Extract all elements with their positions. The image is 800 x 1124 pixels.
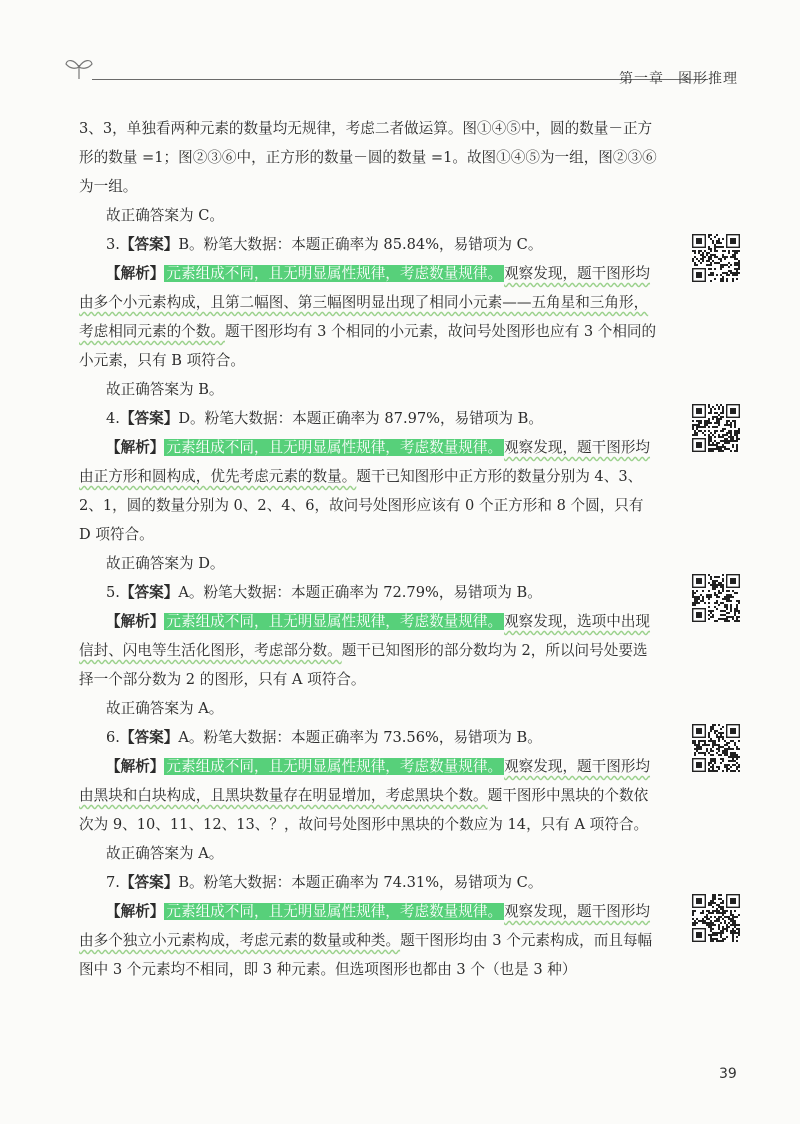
sprout-icon xyxy=(64,55,94,81)
q4-analysis-tag: 【解析】 xyxy=(106,439,165,456)
qr-code-icon[interactable] xyxy=(692,404,740,452)
q6-number: 6. xyxy=(106,729,120,746)
q4-analysis xyxy=(79,433,659,549)
q7-answer-tag: 【答案】 xyxy=(119,874,179,891)
q7-rest: 题干图形均由 3 个元素构成，而且每幅图中 3 个元素均不相同，即 3 种元素。但选项图形也都由 3 个（也是 3 种） xyxy=(79,932,653,978)
q5-conclusion: 故正确答案为 A。 xyxy=(106,700,224,717)
q4-answer xyxy=(79,404,659,433)
page-header xyxy=(0,0,800,100)
paragraph-continued: 3、3，单独看两种元素的数量均无规律，考虑二者做运算。图①④⑤中，圆的数量－正方形的数量 =1；图②③⑥中，正方形的数量－圆的数量 =1。故图①④⑤为一组，图②③⑥为一组。 xyxy=(79,120,657,195)
conclusion-prev: 故正确答案为 C。 xyxy=(106,207,224,224)
q3-answer-tag: 【答案】 xyxy=(119,236,179,253)
page-number: 39 xyxy=(719,1066,737,1082)
chapter-heading xyxy=(605,68,738,88)
qr-code-icon[interactable] xyxy=(692,234,740,282)
q5-number: 5. xyxy=(106,584,120,601)
q6-answer-tag: 【答案】 xyxy=(119,729,179,746)
q5-underlined: 观察发现，选项中出现信封、闪电等生活化图形，考虑部分数。 xyxy=(79,613,651,659)
q3-underlined: 观察发现，题干图形均由多个小元素构成，且第二幅图、第三幅图明显出现了相同小元素——五角星和三角形，考虑相同元素的个数。 xyxy=(79,265,651,340)
q3-answer xyxy=(79,230,659,259)
q6-answer-text: A。粉笔大数据：本题正确率为 73.56%，易错项为 B。 xyxy=(178,729,542,746)
q4-highlight: 元素组成不同，且无明显属性规律，考虑数量规律。 xyxy=(166,439,503,456)
q3-highlight: 元素组成不同，且无明显属性规律，考虑数量规律。 xyxy=(166,265,503,282)
q3-analysis xyxy=(79,259,659,375)
chapter-title: 图形推理 xyxy=(678,71,738,87)
q5-analysis xyxy=(79,607,659,694)
q6-rest: 题干图形中黑块的个数依次为 9、10、11、12、13、？，故问号处图形中黑块的个数应为 14，只有 A 项符合。 xyxy=(79,787,649,833)
q4-answer-text: D。粉笔大数据：本题正确率为 87.97%，易错项为 B。 xyxy=(178,410,543,427)
q7-answer-text: B。粉笔大数据：本题正确率为 74.31%，易错项为 C。 xyxy=(178,874,543,891)
q4-conclusion: 故正确答案为 D。 xyxy=(106,555,225,572)
q6-conclusion: 故正确答案为 A。 xyxy=(106,845,224,862)
q7-answer xyxy=(79,868,659,897)
q4-answer-tag: 【答案】 xyxy=(119,410,179,427)
q3-analysis-tag: 【解析】 xyxy=(106,265,165,282)
q5-rest: 题干已知图形的部分数均为 2，所以问号处要选择一个部分数为 2 的图形，只有 A 项符合。 xyxy=(79,642,648,688)
q4-underlined: 观察发现，题干图形均由正方形和圆构成，优先考虑元素的数量。 xyxy=(79,439,651,485)
q5-highlight: 元素组成不同，且无明显属性规律，考虑数量规律。 xyxy=(166,613,503,630)
qr-code-icon[interactable] xyxy=(692,724,740,772)
qr-code-icon[interactable] xyxy=(692,574,740,622)
q4-rest: 题干已知图形中正方形的数量分别为 4、3、2、1，圆的数量分别为 0、2、4、6，故问号处图形应该有 0 个正方形和 8 个圆，只有 D 项符合。 xyxy=(79,468,644,543)
q6-analysis xyxy=(79,752,659,839)
chapter-number: 第一章 xyxy=(619,71,664,87)
q5-answer xyxy=(79,578,659,607)
q7-analysis-tag: 【解析】 xyxy=(106,903,165,920)
q7-number: 7. xyxy=(106,874,120,891)
q5-answer-tag: 【答案】 xyxy=(119,584,179,601)
q4-number: 4. xyxy=(106,410,120,427)
q3-conclusion: 故正确答案为 B。 xyxy=(106,381,224,398)
q7-highlight: 元素组成不同，且无明显属性规律，考虑数量规律。 xyxy=(166,903,503,920)
q6-highlight: 元素组成不同，且无明显属性规律，考虑数量规律。 xyxy=(166,758,503,775)
q3-answer-text: B。粉笔大数据：本题正确率为 85.84%，易错项为 C。 xyxy=(178,236,543,253)
q5-analysis-tag: 【解析】 xyxy=(106,613,165,630)
q3-number: 3. xyxy=(106,236,120,253)
page-body xyxy=(79,114,659,984)
q7-underlined: 观察发现，题干图形均由多个独立小元素构成，考虑元素的数量或种类。 xyxy=(79,903,651,949)
q6-answer xyxy=(79,723,659,752)
q6-underlined: 观察发现，题干图形均由黑块和白块构成，且黑块数量存在明显增加，考虑黑块个数。 xyxy=(79,758,651,804)
q7-analysis xyxy=(79,897,659,984)
qr-code-icon[interactable] xyxy=(692,894,740,942)
q6-analysis-tag: 【解析】 xyxy=(106,758,165,775)
q3-rest: 题干图形均有 3 个相同的小元素，故问号处图形也应有 3 个相同的小元素，只有 B 项符合。 xyxy=(79,323,657,369)
q5-answer-text: A。粉笔大数据：本题正确率为 72.79%，易错项为 B。 xyxy=(178,584,542,601)
